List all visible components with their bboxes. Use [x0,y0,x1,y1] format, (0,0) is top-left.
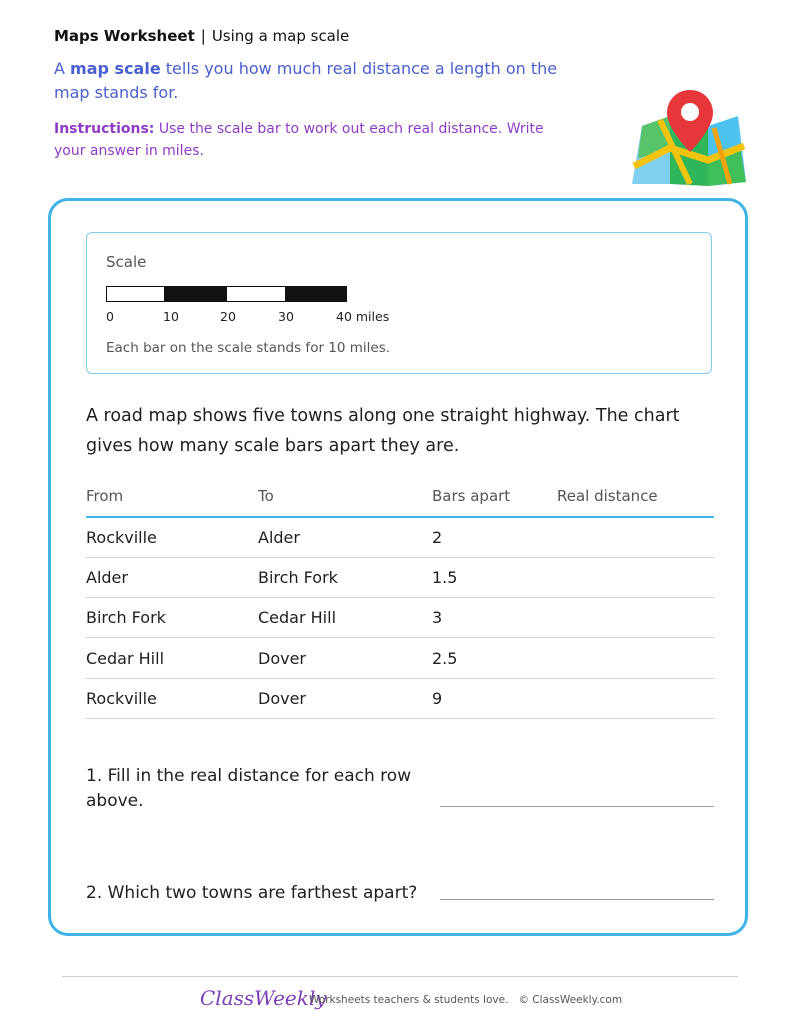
intro-lead: A [54,59,65,78]
tagline-text: Worksheets teachers & students love. [309,994,509,1006]
copyright-text: © ClassWeekly.com [518,994,623,1006]
instructions-label: Instructions: [54,121,155,137]
table-row [86,558,714,598]
intro-rest: tells you how much real distance a length on the map stands for. [54,59,558,102]
cell-bars: 2 [432,528,443,547]
intro-term: map scale [70,59,161,78]
table-row [86,598,714,638]
worksheet-title: Maps Worksheet [54,27,195,45]
scale-segment-1 [106,286,166,302]
cell-to: Cedar Hill [258,608,337,627]
worksheet-subtitle: Using a map scale [211,27,350,45]
cell-bars: 9 [432,689,443,708]
worksheet-header [54,27,349,45]
cell-from: Rockville [86,528,157,547]
scale-segment-2 [164,286,227,302]
intro-text [54,57,594,105]
footer-tagline [309,994,622,1006]
table-row [86,518,714,558]
cell-to: Alder [258,528,300,547]
col-header-real-distance: Real distance [557,487,658,505]
col-header-bars: Bars apart [432,487,511,505]
cell-from: Rockville [86,689,157,708]
question-text: A road map shows five towns along one straight highway. The chart gives how many scale bars apart they are. [86,406,680,456]
exercise-2: 2. Which two towns are farthest apart? [86,883,418,903]
header-separator: | [200,27,206,45]
instructions-text: Use the scale bar to work out each real distance. Write your answer in miles. [54,121,544,159]
scale-tick-20: 20 [220,309,236,324]
table-row [86,679,714,719]
scale-title: Scale [106,253,147,271]
cell-bars: 2.5 [432,649,458,668]
exercise-1: 1. Fill in the real distance for each row above. [86,766,412,811]
scale-tick-40: 40 miles [336,309,390,324]
cell-from: Cedar Hill [86,649,165,668]
scale-note: Each bar on the scale stands for 10 miles. [106,340,391,356]
scale-tick-0: 0 [106,309,114,324]
instructions [54,118,574,162]
answer-line-2[interactable] [440,899,714,900]
folded-map-pin-icon [630,86,748,190]
scale-tick-10: 10 [163,309,179,324]
col-header-from: From [86,487,124,505]
scale-segment-3 [226,286,286,302]
brand-logo: ClassWeekly [200,986,327,1010]
cell-from: Birch Fork [86,608,166,627]
cell-to: Birch Fork [258,568,338,587]
footer-divider [62,976,738,977]
cell-bars: 1.5 [432,568,458,587]
col-header-to: To [258,487,274,505]
answer-line-1[interactable] [440,806,714,807]
table-row [86,639,714,679]
cell-from: Alder [86,568,128,587]
scale-tick-30: 30 [278,309,294,324]
scale-segment-4 [285,286,347,302]
cell-to: Dover [258,649,306,668]
cell-bars: 3 [432,608,443,627]
cell-to: Dover [258,689,306,708]
